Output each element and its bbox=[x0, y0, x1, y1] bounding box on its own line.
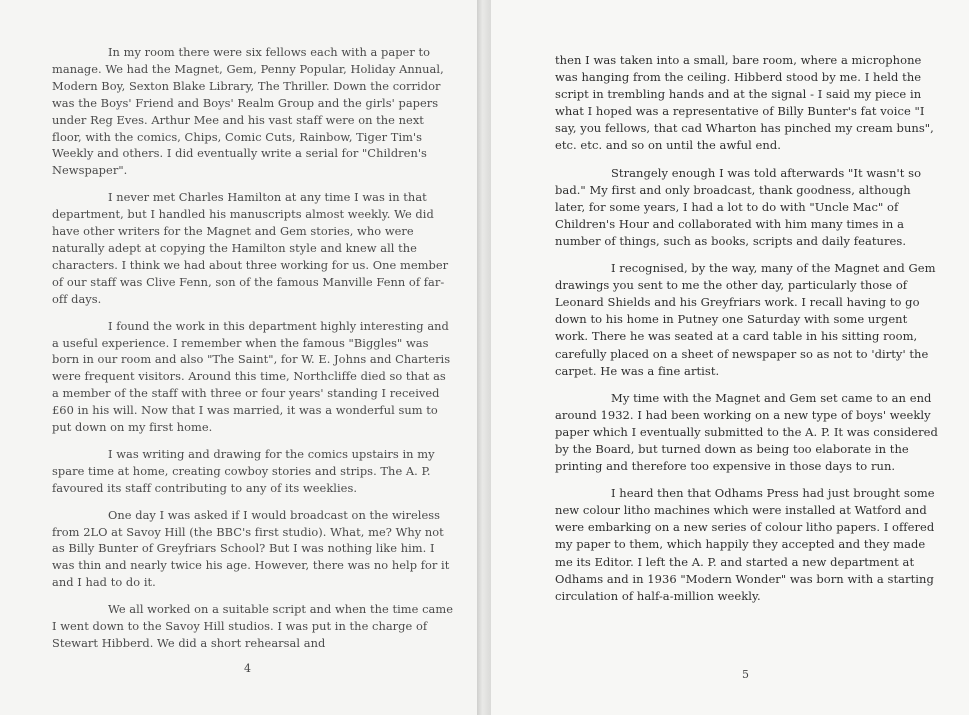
paragraph: I heard then that Odhams Press had just brought some new colour litho machines which were installed at Watford and were embarking on a new series of colour litho papers. I offered my paper to them, which happily they accepted and they made me its Editor. I left the A. P. and started a new department at Odhams and in 1936 "Modern Wonder" was born with a starting circulation of half-a-million weekly. bbox=[555, 486, 935, 603]
page-number: 4 bbox=[244, 662, 251, 675]
paragraph: One day I was asked if I would broadcast on the wireless from 2LO at Savoy Hill (the BBC's first studio). What, me? Why not as Billy Bunter of Greyfriars School? But I was nothing like him. I was thin and nearly twice his age. However, there was no help for it and I had to do it. bbox=[52, 507, 450, 590]
paragraph: I recognised, by the way, many of the Magnet and Gem drawings you sent to me the other day, particularly those of Leonard Shields and his Greyfriars work. I recall having to go down to his home in Putney one Saturday with some urgent work. There he was seated at a card table in his sitting room, carefully placed on a sheet of newspaper so as not to 'dirty' the carpet. He was a fine artist. bbox=[555, 261, 936, 378]
book-gutter bbox=[477, 0, 491, 715]
left-page bbox=[0, 0, 477, 715]
paragraph: In my room there were six fellows each with a paper to manage. We had the Magnet, Gem, Penny Popular, Holiday Annual, Modern Boy, Sexton Blake Library, The Thriller. Down the corridor was the Boys' Friend and Boys' Realm Group and the girls' papers under Reg Eves. Arthur Mee and his vast staff were on the next floor, with the comics, Chips, Comic Cuts, Rainbow, Tiger Tim's Weekly and others. I did eventually write a serial for "Children's Newspaper". bbox=[52, 45, 444, 178]
right-page bbox=[491, 0, 969, 715]
paragraph: I found the work in this department highly interesting and a useful experience. I remember when the famous "Biggles" was born in our room and also "The Saint", for W. E. Johns and Charteris were frequent visitors. Around this time, Northcliffe died so that as a member of the staff with three or four years' standing I received £60 in his will. Now that I was married, it was a wonderful sum to put down on my first home. bbox=[52, 318, 451, 435]
paragraph: I was writing and drawing for the comics upstairs in my spare time at home, creating cowboy stories and strips. The A. P. favoured its staff contributing to any of its weeklies. bbox=[52, 446, 435, 495]
paragraph: My time with the Magnet and Gem set came to an end around 1932. I had been working on a new type of boys' weekly paper which I eventually submitted to the A. P. It was considered by the Board, but turned down as being too elaborate in the printing and therefore too expensive in those days to run. bbox=[555, 390, 938, 474]
paragraph: We all worked on a suitable script and when the time came I went down to the Savoy Hill studios. I was put in the charge of Stewart Hibberd. We did a short rehearsal and bbox=[52, 602, 454, 650]
page-number: 5 bbox=[742, 668, 749, 681]
continued-paragraph: then I was taken into a small, bare room, where a microphone was hanging from the ceiling. Hibberd stood by me. I held the script in trembling hands and at the signal - I said my piece in what I hoped was a representative of Billy Bunter's fat voice "I say, you fellows, that cad Wharton has pinched my cream buns", etc. etc. and so on until the awful end. bbox=[555, 53, 934, 153]
paragraph: Strangely enough I was told afterwards "It wasn't so bad." My first and only broadcast, thank goodness, although later, for some years, I had a lot to do with "Uncle Mac" of Children's Hour and collaborated with him many times in a number of things, such as books, scripts and daily features. bbox=[555, 165, 922, 248]
paragraph: I never met Charles Hamilton at any time I was in that department, but I handled his manuscripts almost weekly. We did have other writers for the Magnet and Gem stories, who were naturally adept at copying the Hamilton style and knew all the characters. I think we had about three working for us. One member of our staff was Clive Fenn, son of the famous Manville Fenn of far-off days. bbox=[52, 190, 449, 306]
